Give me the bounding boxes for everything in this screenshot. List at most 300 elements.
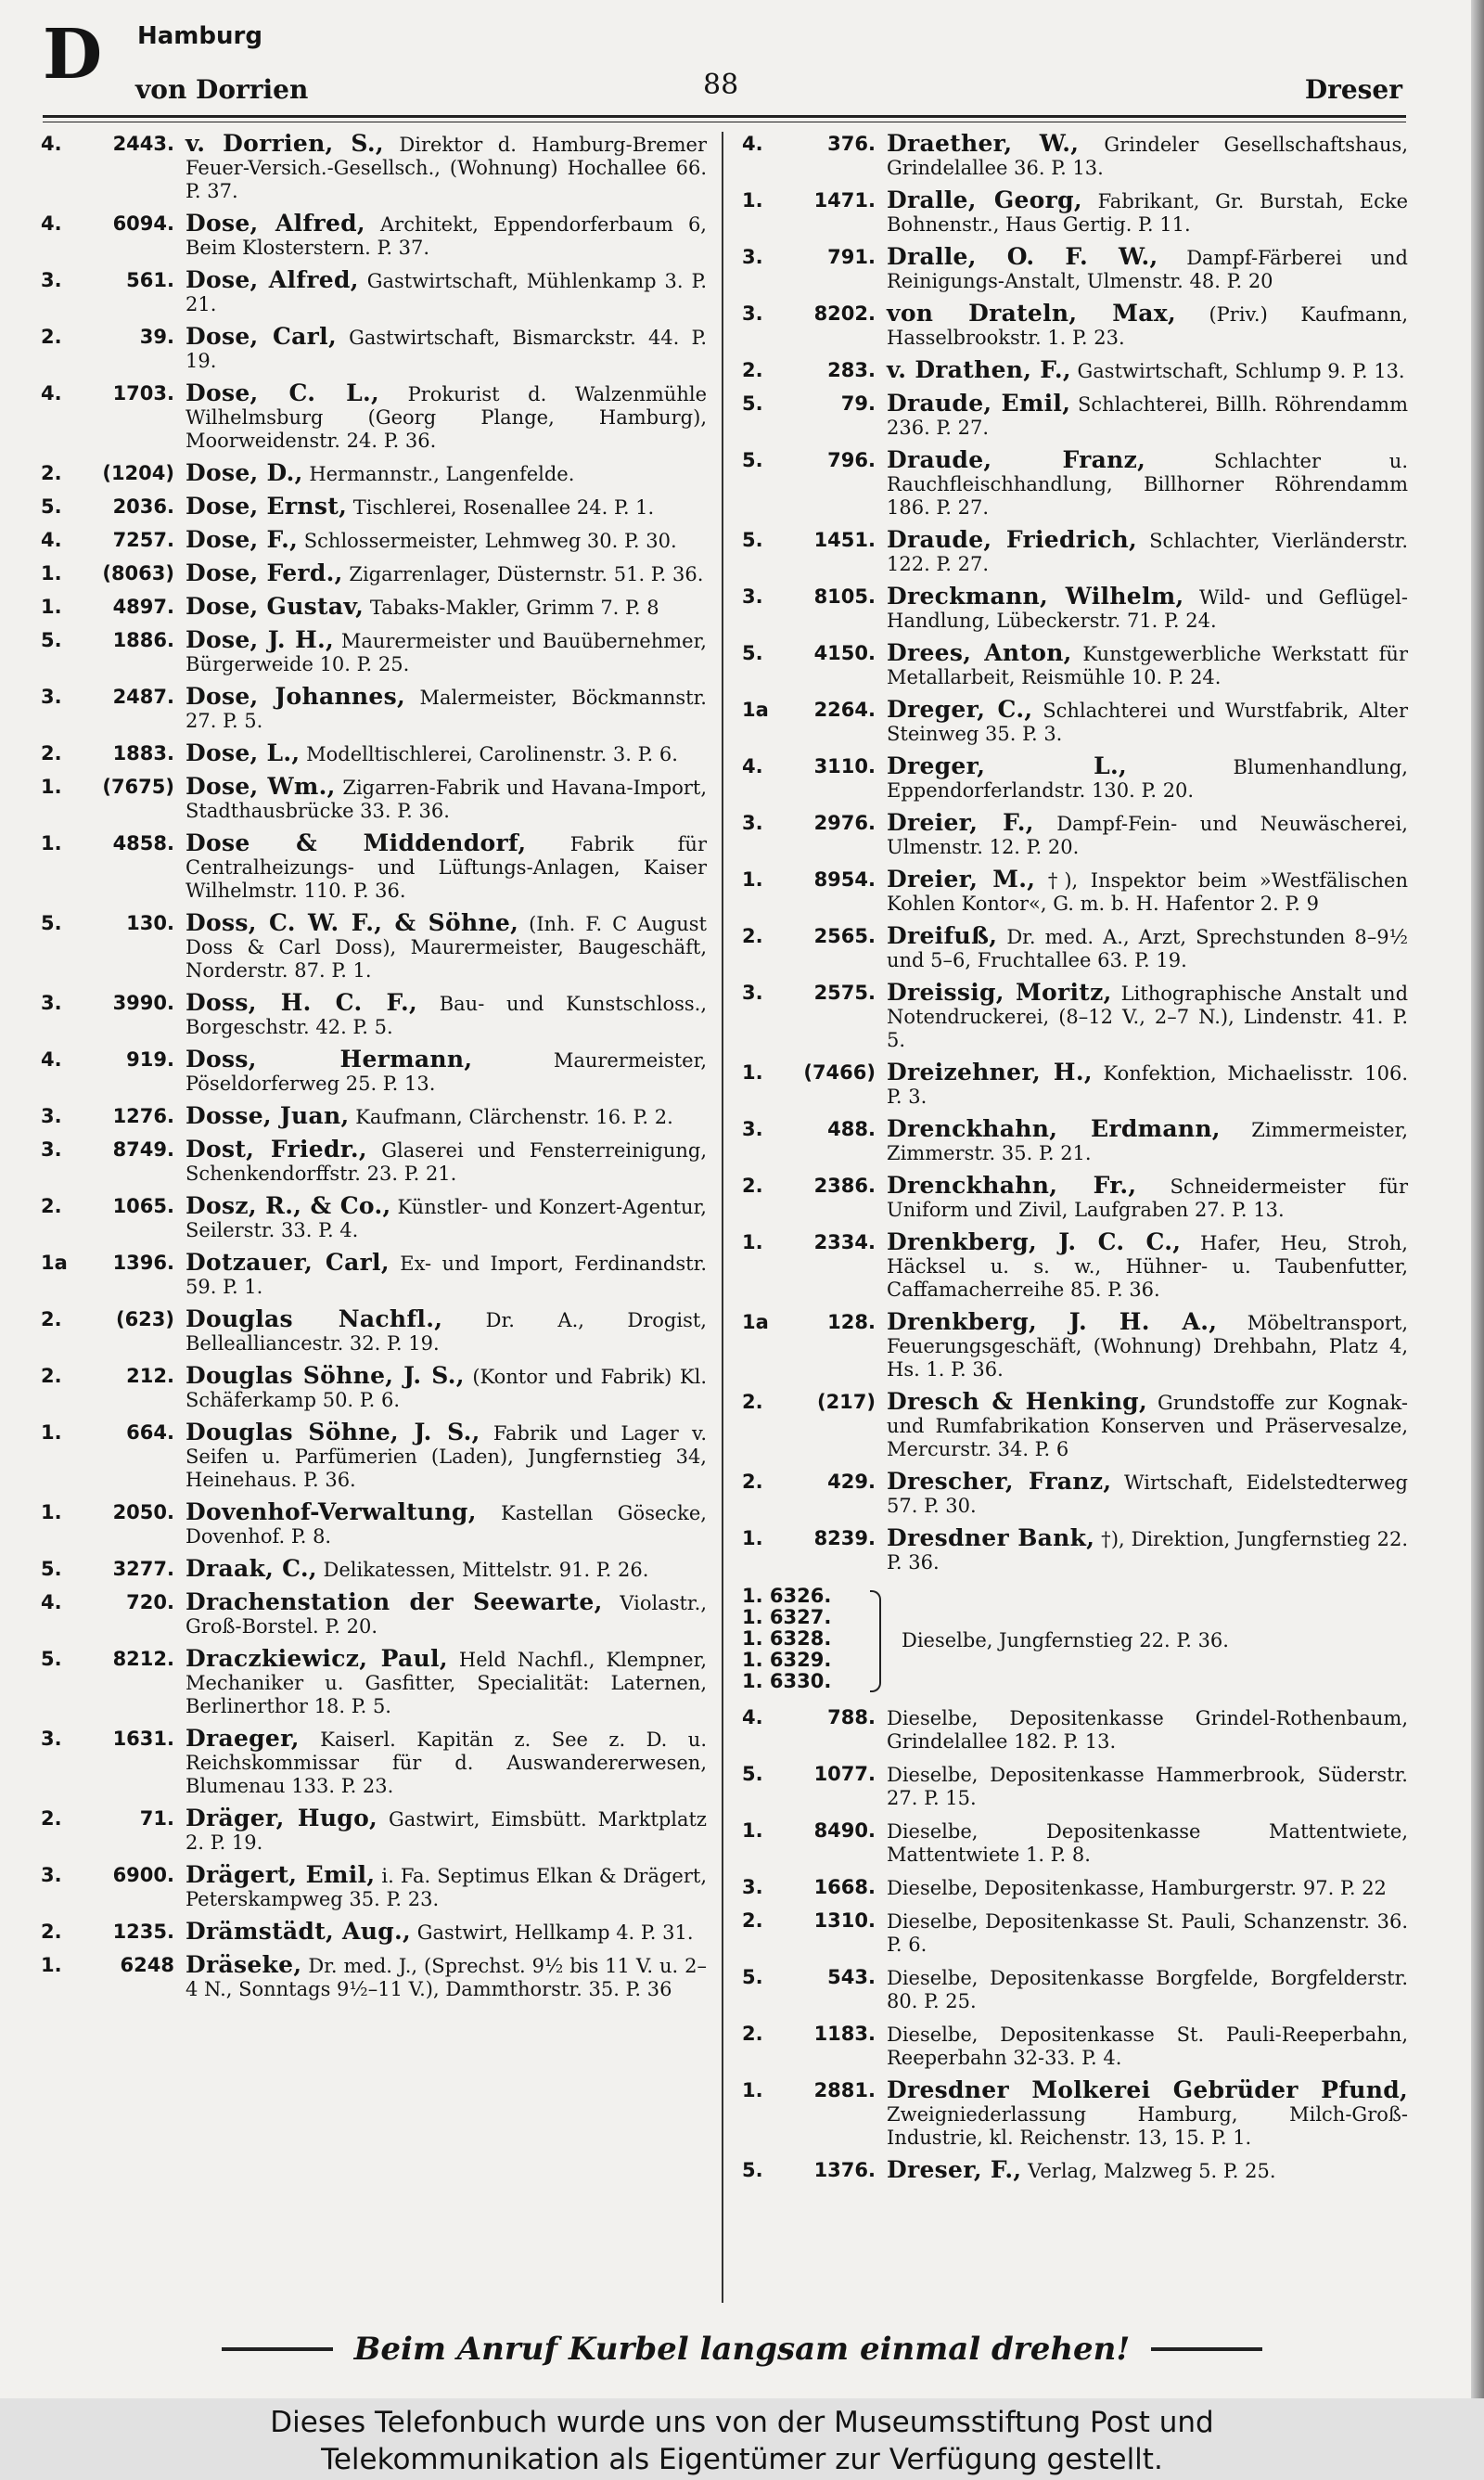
phone-number: 1668. xyxy=(813,1876,876,1898)
exchange-code: 4. xyxy=(41,1591,62,1613)
entry-details: Glaserei und Fensterreinigung, Schenkendorffstr. 23. P. 21. xyxy=(186,1139,707,1185)
entry-body xyxy=(186,1953,707,2001)
phone-number: 2565. xyxy=(813,925,876,947)
exchange-code: 4. xyxy=(41,529,62,551)
entry-name: Dosz, R., & Co., xyxy=(186,1192,391,1219)
phone-number: (7675) xyxy=(102,776,174,798)
entry-details: Architekt, Eppendorferbaum 6, Beim Klosterstern. P. 37. xyxy=(186,213,707,259)
exchange-code: 3. xyxy=(41,1138,62,1161)
entry-body xyxy=(887,132,1408,180)
directory-entry xyxy=(742,981,1408,1052)
directory-entry xyxy=(41,911,707,983)
entry-details: Dieselbe, Depositenkasse Grindel-Rothenbaum, Grindelallee 182. P. 13. xyxy=(887,1707,1408,1753)
entry-name: Dreier, F., xyxy=(887,809,1034,836)
entry-details: Dieselbe, Depositenkasse Mattentwiete, Mattentwiete 1. P. 8. xyxy=(887,1820,1408,1866)
entry-name: Dresch & Henking, xyxy=(887,1388,1147,1415)
directory-entry xyxy=(41,741,707,766)
entry-details: i. Fa. Septimus Elkan & Drägert, Peterskampweg 35. P. 23. xyxy=(186,1865,708,1910)
exchange-code: 5. xyxy=(41,495,62,518)
entry-body xyxy=(186,741,707,766)
phone-number: 2036. xyxy=(112,495,174,518)
entry-details: Verlag, Malzweg 5. P. 25. xyxy=(1021,2160,1276,2182)
entry-name: Dreser, F., xyxy=(887,2156,1022,2183)
entry-body xyxy=(887,1230,1408,1302)
entry-body xyxy=(186,831,707,903)
exchange-code: 1. xyxy=(742,1231,763,1253)
entry-name: Dose, Alfred, xyxy=(186,210,365,237)
exchange-code: 1. xyxy=(41,1501,62,1523)
phone-number: 4897. xyxy=(112,596,174,618)
entry-body xyxy=(887,698,1408,746)
entry-name: Dovenhof-Verwaltung, xyxy=(186,1498,477,1525)
entry-details: Dieselbe, Depositenkasse, Hamburgerstr. 97. P. 22 xyxy=(887,1877,1387,1899)
entry-name: Dose, C. L., xyxy=(186,379,379,406)
directory-entry xyxy=(742,641,1408,689)
exchange-code: 4. xyxy=(41,133,62,155)
exchange-code: 5. xyxy=(742,1763,763,1785)
entry-body xyxy=(186,628,707,676)
directory-entry xyxy=(742,2158,1408,2183)
exchange-code: 2. xyxy=(742,2023,763,2045)
entry-details: Zigarrenlager, Düsternstr. 51. P. 36. xyxy=(342,563,704,585)
phone-number: 664. xyxy=(126,1421,174,1444)
entry-body xyxy=(887,1908,1408,1957)
phone-number: 8202. xyxy=(813,302,876,325)
entry-name: Drenkberg, J. C. C., xyxy=(887,1228,1182,1255)
directory-entry xyxy=(742,698,1408,746)
directory-entry xyxy=(41,325,707,373)
entry-body xyxy=(887,448,1408,520)
directory-entry xyxy=(742,1230,1408,1302)
entry-name: Dost, Friedr., xyxy=(186,1136,367,1163)
bottom-note-text: Beim Anruf Kurbel langsam einmal drehen! xyxy=(353,2331,1131,2368)
phone-number: 8105. xyxy=(813,585,876,608)
entry-name: Dose, Gustav, xyxy=(186,593,365,620)
directory-entry xyxy=(742,1526,1408,1574)
directory-entry xyxy=(41,831,707,903)
directory-entry xyxy=(742,358,1408,383)
exchange-code: 1a xyxy=(742,1311,769,1333)
phone-number: 720. xyxy=(126,1591,174,1613)
exchange-code: 2. xyxy=(742,1471,763,1493)
entry-body xyxy=(887,641,1408,689)
entry-details: Dampf-Färberei und Reinigungs-Anstalt, Ulmenstr. 48. P. 20 xyxy=(887,247,1408,292)
entry-body xyxy=(887,1965,1408,2013)
exchange-code: 2. xyxy=(41,1195,62,1217)
right-column-bottom-entries xyxy=(742,1705,1408,2183)
phone-number: 1883. xyxy=(112,742,174,765)
phone-number: 1235. xyxy=(112,1921,174,1943)
exchange-code: 2. xyxy=(41,1365,62,1387)
entry-details: Gastwirtschaft, Mühlenkamp 3. P. 21. xyxy=(186,270,707,315)
entry-details: Grundstoffe zur Kognak- und Rumfabrikation Konserven und Präservesalze, Mercurstr. 34. P. 6 xyxy=(887,1392,1408,1460)
exchange-code: 4. xyxy=(41,212,62,235)
entry-name: Dose, F., xyxy=(186,526,299,553)
page-number: 88 xyxy=(703,69,739,101)
exchange-code: 1. xyxy=(41,562,62,585)
phone-number: (623) xyxy=(115,1308,174,1330)
exchange-code: 5. xyxy=(742,529,763,551)
directory-entry xyxy=(41,1647,707,1718)
entry-name: Dose, Carl, xyxy=(186,323,337,350)
exchange-code: 5. xyxy=(41,912,62,934)
directory-entry xyxy=(41,561,707,586)
entry-name: Dreger, L., xyxy=(887,752,1128,779)
phone-number: 39. xyxy=(139,326,174,348)
phone-number: 429. xyxy=(827,1471,876,1493)
entry-details: Dr. A., Drogist, Bellealliancestr. 32. P. 19. xyxy=(186,1309,707,1355)
exchange-code: 2. xyxy=(41,1921,62,1943)
entry-body xyxy=(186,1307,707,1356)
right-column-top-entries xyxy=(742,132,1408,1574)
directory-entry xyxy=(41,1420,707,1492)
entry-name: v. Drathen, F., xyxy=(887,356,1071,383)
directory-entry xyxy=(41,212,707,260)
exchange-code: 2. xyxy=(742,1909,763,1932)
entry-name: Dose, Alfred, xyxy=(186,266,359,293)
entry-details: Kaiserl. Kapitän z. See z. D. u. Reichskommissar für d. Auswandererwesen, Blumenau 133. P. 23. xyxy=(186,1728,707,1797)
entry-body xyxy=(186,1920,707,1945)
entry-body xyxy=(186,1590,707,1638)
directory-entry xyxy=(742,392,1408,440)
city-heading: Hamburg xyxy=(137,22,262,50)
directory-entry xyxy=(742,528,1408,576)
brace-line: 1. 6327. xyxy=(742,1606,832,1628)
exchange-code: 1. xyxy=(742,189,763,212)
entry-details: Dieselbe, Depositenkasse Borgfelde, Borgfelderstr. 80. P. 25. xyxy=(887,1967,1408,2012)
exchange-code: 3. xyxy=(742,246,763,268)
entry-body xyxy=(887,1060,1408,1109)
entry-name: Douglas Söhne, J. S., xyxy=(186,1419,480,1446)
entry-details: Schneidermeister für Uniform und Zivil, Laufgraben 27. P. 13. xyxy=(887,1176,1408,1221)
phone-number: 1396. xyxy=(112,1252,174,1274)
entry-body xyxy=(186,268,707,316)
entry-name: Dralle, Georg, xyxy=(887,186,1082,213)
directory-entry xyxy=(41,132,707,203)
entry-body xyxy=(186,1251,707,1299)
entry-body xyxy=(186,1500,707,1548)
phone-number: (1204) xyxy=(102,462,174,484)
phone-number: 1376. xyxy=(813,2159,876,2181)
phone-number: 1631. xyxy=(112,1728,174,1750)
entry-details: Kastellan Gösecke, Dovenhof. P. 8. xyxy=(186,1502,707,1548)
entry-name: Drägert, Emil, xyxy=(186,1861,376,1888)
entry-details: Fabrik für Centralheizungs- und Lüftungs-Anlagen, Kaiser Wilhelmstr. 110. P. 36. xyxy=(186,833,707,902)
directory-entry xyxy=(742,1470,1408,1518)
directory-entry xyxy=(742,1965,1408,2013)
entry-body xyxy=(887,1174,1408,1222)
directory-entry xyxy=(742,1060,1408,1109)
entry-body xyxy=(887,2158,1408,2183)
exchange-code: 1. xyxy=(41,776,62,798)
entry-details: Hafer, Heu, Stroh, Häcksel u. s. w., Hühner- u. Taubenfutter, Caffamacherreihe 85. P. 36. xyxy=(887,1232,1408,1301)
phone-number: 1471. xyxy=(813,189,876,212)
exchange-code: 1. xyxy=(742,1061,763,1084)
brace-line: 1. 6329. xyxy=(742,1649,832,1671)
exchange-code: 3. xyxy=(41,992,62,1014)
entry-name: Dreifuß, xyxy=(887,922,998,949)
entry-name: Doss, C. W. F., & Söhne, xyxy=(186,909,519,936)
directory-entry xyxy=(41,685,707,733)
phone-number: 79. xyxy=(840,392,876,415)
entry-name: Dreier, M., xyxy=(887,866,1036,893)
right-column xyxy=(742,132,1408,2191)
entry-name: v. Dorrien, S., xyxy=(186,130,384,157)
entry-body xyxy=(186,991,707,1039)
phone-number: 543. xyxy=(827,1966,876,1988)
entry-details: Zweigniederlassung Hamburg, Milch-Groß-Industrie, kl. Reichenstr. 13, 15. P. 1. xyxy=(887,2103,1408,2149)
entry-name: Dotzauer, Carl, xyxy=(186,1249,390,1276)
exchange-code: 3. xyxy=(742,982,763,1004)
entry-name: Dosse, Juan, xyxy=(186,1102,350,1129)
entry-name: von Drateln, Max, xyxy=(887,300,1176,327)
directory-entry xyxy=(41,268,707,316)
entry-details: Zimmermeister, Zimmerstr. 35. P. 21. xyxy=(887,1119,1408,1164)
exchange-code: 3. xyxy=(41,1728,62,1750)
exchange-code: 3. xyxy=(41,1864,62,1886)
directory-entry xyxy=(41,1590,707,1638)
directory-entry xyxy=(742,585,1408,633)
entry-name: Doss, H. C. F., xyxy=(186,989,418,1016)
phone-number: 283. xyxy=(827,359,876,381)
entry-details: Ex- und Import, Ferdinandstr. 59. P. 1. xyxy=(186,1253,707,1298)
entry-body xyxy=(887,302,1408,350)
entry-body xyxy=(887,245,1408,293)
directory-entry xyxy=(742,1762,1408,1810)
directory-entry xyxy=(41,1047,707,1096)
directory-entry xyxy=(742,1390,1408,1461)
entry-body xyxy=(887,1705,1408,1754)
exchange-code: 1. xyxy=(41,1954,62,1976)
entry-details: (Kontor und Fabrik) Kl. Schäferkamp 50. P. 6. xyxy=(186,1366,708,1411)
phone-number: 2264. xyxy=(813,699,876,721)
phone-number: 6094. xyxy=(112,212,174,235)
phone-number: 561. xyxy=(126,269,174,291)
entry-body xyxy=(887,2022,1408,2070)
note-dash-right xyxy=(1151,2347,1262,2351)
entry-details: Fabrikant, Gr. Burstah, Ecke Bohnenstr., Haus Gertig. P. 11. xyxy=(887,190,1409,236)
phone-number: 6248 xyxy=(120,1954,174,1976)
entry-body xyxy=(186,1647,707,1718)
entry-name: Dose, Ernst, xyxy=(186,493,348,520)
phone-number: 1703. xyxy=(112,382,174,405)
phone-number: 1065. xyxy=(112,1195,174,1217)
entry-body xyxy=(887,1470,1408,1518)
entry-name: Drenckhahn, Erdmann, xyxy=(887,1115,1221,1142)
entry-details: Dieselbe, Depositenkasse St. Pauli, Schanzenstr. 36. P. 6. xyxy=(887,1910,1408,1956)
directory-entry xyxy=(41,1137,707,1186)
entry-body xyxy=(887,1310,1408,1381)
entry-body xyxy=(186,1806,707,1855)
entry-details: †), Direktion, Jungfernstieg 22. P. 36. xyxy=(887,1528,1408,1574)
entry-name: Draether, W., xyxy=(887,130,1080,157)
exchange-code: 5. xyxy=(742,449,763,471)
brace-line: 1. 6326. xyxy=(742,1585,832,1607)
entry-body xyxy=(186,1137,707,1186)
directory-entry xyxy=(41,775,707,823)
entry-name: Dose, Ferd., xyxy=(186,559,343,586)
directory-entry xyxy=(41,628,707,676)
phone-number: 8749. xyxy=(112,1138,174,1161)
entry-body xyxy=(186,495,707,520)
entry-body xyxy=(186,685,707,733)
entry-details: †), Inspektor beim »Westfälischen Kohlen Kontor«, G. m. b. H. Hafentor 2. P. 9 xyxy=(887,869,1408,915)
entry-body xyxy=(186,1194,707,1242)
exchange-code: 5. xyxy=(742,1966,763,1988)
entry-details: Schlossermeister, Lehmweg 30. P. 30. xyxy=(298,530,677,552)
entry-name: Draeger, xyxy=(186,1725,300,1752)
directory-entry xyxy=(742,245,1408,293)
phone-number: 3110. xyxy=(813,755,876,777)
last-entry-name: Dreser xyxy=(1304,74,1402,105)
entry-details: Hermannstr., Langenfelde. xyxy=(302,463,575,485)
directory-entry xyxy=(742,1310,1408,1381)
entry-body xyxy=(186,1557,707,1582)
entry-name: Drämstädt, Aug., xyxy=(186,1918,412,1945)
entry-body xyxy=(186,775,707,823)
directory-entry xyxy=(41,1727,707,1798)
phone-number: 2443. xyxy=(112,133,174,155)
directory-entry xyxy=(41,1806,707,1855)
entry-body xyxy=(186,1727,707,1798)
entry-name: Drenkberg, J. H. A., xyxy=(887,1308,1218,1335)
entry-body xyxy=(887,867,1408,916)
entry-details: Held Nachfl., Klempner, Mechaniker u. Gasfitter, Specialität: Laternen, Berlinerthor 18. P. 5. xyxy=(186,1649,707,1717)
entry-body xyxy=(887,585,1408,633)
exchange-code: 5. xyxy=(41,1558,62,1580)
entry-details: Modelltischlerei, Carolinenstr. 3. P. 6. xyxy=(300,743,678,765)
exchange-code: 3. xyxy=(742,812,763,834)
directory-entry xyxy=(742,302,1408,350)
exchange-code: 2. xyxy=(41,1807,62,1830)
entry-body xyxy=(887,1875,1408,1900)
exchange-code: 1. xyxy=(41,1421,62,1444)
entry-details: Schlachter u. Rauchfleischhandlung, Billhorner Röhrendamm 186. P. 27. xyxy=(887,450,1408,519)
directory-entry xyxy=(41,991,707,1039)
left-column xyxy=(41,132,707,2010)
directory-entry xyxy=(41,1364,707,1412)
directory-entry xyxy=(41,1920,707,1945)
entry-details: Maurermeister, Pöseldorferweg 25. P. 13. xyxy=(186,1049,707,1095)
entry-name: Dose & Middendorf, xyxy=(186,829,527,856)
entry-name: Doss, Hermann, xyxy=(186,1046,473,1073)
entry-name: Drescher, Franz, xyxy=(887,1468,1112,1495)
entry-body xyxy=(887,358,1408,383)
entry-details: Schlachterei und Wurstfabrik, Alter Steinweg 35. P. 3. xyxy=(887,700,1408,745)
brace-line: 1. 6328. xyxy=(742,1627,832,1650)
directory-entry xyxy=(742,2078,1408,2150)
entry-body xyxy=(186,212,707,260)
directory-entry xyxy=(742,188,1408,237)
entry-name: Dralle, O. F. W., xyxy=(887,243,1158,270)
entry-name: Dreger, C., xyxy=(887,696,1033,723)
entry-name: Dreissig, Moritz, xyxy=(887,979,1112,1006)
phone-number: 3277. xyxy=(112,1558,174,1580)
entry-name: Dräger, Hugo, xyxy=(186,1805,378,1831)
exchange-code: 3. xyxy=(742,302,763,325)
phone-number: 488. xyxy=(827,1118,876,1140)
directory-entry xyxy=(41,461,707,486)
entry-details: Prokurist d. Walzenmühle Wilhelmsburg (Georg Plange, Hamburg), Moorweidenstr. 24. P. 36. xyxy=(186,383,707,452)
directory-entry xyxy=(742,1174,1408,1222)
entry-body xyxy=(887,1526,1408,1574)
entry-details: Tischlerei, Rosenallee 24. P. 1. xyxy=(347,496,655,519)
brace-group xyxy=(742,1583,1408,1698)
entry-name: Draak, C., xyxy=(186,1555,317,1582)
entry-details: Tabaks-Makler, Grimm 7. P. 8 xyxy=(364,597,659,619)
footer-banner xyxy=(0,2398,1484,2480)
entry-details: Grindeler Gesellschaftshaus, Grindelallee 36. P. 13. xyxy=(887,134,1408,179)
entry-name: Draude, Emil, xyxy=(887,390,1071,417)
entry-body xyxy=(887,392,1408,440)
entry-name: Dose, D., xyxy=(186,459,303,486)
directory-entry xyxy=(41,1251,707,1299)
phone-number: 1886. xyxy=(112,629,174,651)
entry-details: (Inh. F. C August Doss & Carl Doss), Maurermeister, Baugeschäft, Norderstr. 87. P. 1. xyxy=(186,913,707,982)
phone-number: 796. xyxy=(827,449,876,471)
phone-number: 4150. xyxy=(813,642,876,664)
entry-name: Dose, Wm., xyxy=(186,773,336,800)
entry-body xyxy=(186,1364,707,1412)
entry-body xyxy=(186,911,707,983)
entry-details: Dieselbe, Depositenkasse St. Pauli-Reeperbahn, Reeperbahn 32-33. P. 4. xyxy=(887,2024,1408,2069)
exchange-code: 1. xyxy=(41,832,62,855)
phone-number: 8490. xyxy=(813,1819,876,1842)
directory-entry xyxy=(742,754,1408,803)
entry-details: Möbeltransport, Feuerungsgeschäft, (Wohnung) Drehbahn, Platz 4, Hs. 1. P. 36. xyxy=(887,1312,1409,1381)
directory-entry xyxy=(41,1500,707,1548)
directory-entry xyxy=(41,495,707,520)
directory-entry xyxy=(41,1104,707,1129)
entry-details: Dampf-Fein- und Neuwäscherei, Ulmenstr. 12. P. 20. xyxy=(887,813,1408,858)
exchange-code: 3. xyxy=(41,269,62,291)
entry-body xyxy=(887,1117,1408,1165)
entry-name: Draczkiewicz, Paul, xyxy=(186,1645,448,1672)
directory-entry xyxy=(41,1194,707,1242)
phone-number: 128. xyxy=(827,1311,876,1333)
entry-name: Dose, J. H., xyxy=(186,626,335,653)
entry-details: Künstler- und Konzert-Agentur, Seilerstr. 33. P. 4. xyxy=(186,1196,707,1241)
entry-name: Dose, L., xyxy=(186,739,301,766)
phone-number: 2881. xyxy=(813,2079,876,2101)
note-dash-left xyxy=(222,2347,333,2351)
entry-name: Draude, Friedrich, xyxy=(887,526,1138,553)
exchange-code: 5. xyxy=(41,629,62,651)
directory-entry xyxy=(742,811,1408,859)
brace-line: 1. 6330. xyxy=(742,1670,832,1692)
directory-entry xyxy=(742,867,1408,916)
exchange-code: 1a xyxy=(41,1252,68,1274)
entry-body xyxy=(887,188,1408,237)
entry-name: Drees, Anton, xyxy=(887,639,1072,666)
exchange-code: 2. xyxy=(41,742,62,765)
entry-details: Maurermeister und Bauübernehmer, Bürgerweide 10. P. 25. xyxy=(186,630,707,675)
directory-entry xyxy=(742,132,1408,180)
phone-number: 376. xyxy=(827,133,876,155)
phone-number: 791. xyxy=(827,246,876,268)
phone-number: (8063) xyxy=(102,562,174,585)
exchange-code: 1. xyxy=(742,2079,763,2101)
scan-edge xyxy=(1471,0,1484,2398)
directory-entry xyxy=(41,1863,707,1911)
phone-number: 919. xyxy=(126,1048,174,1071)
entry-body xyxy=(186,132,707,203)
entry-details: Bau- und Kunstschloss., Borgeschstr. 42. P. 5. xyxy=(186,993,707,1038)
entry-body xyxy=(186,561,707,586)
entry-body xyxy=(186,381,707,453)
directory-entry xyxy=(742,1908,1408,1957)
exchange-code: 5. xyxy=(742,392,763,415)
